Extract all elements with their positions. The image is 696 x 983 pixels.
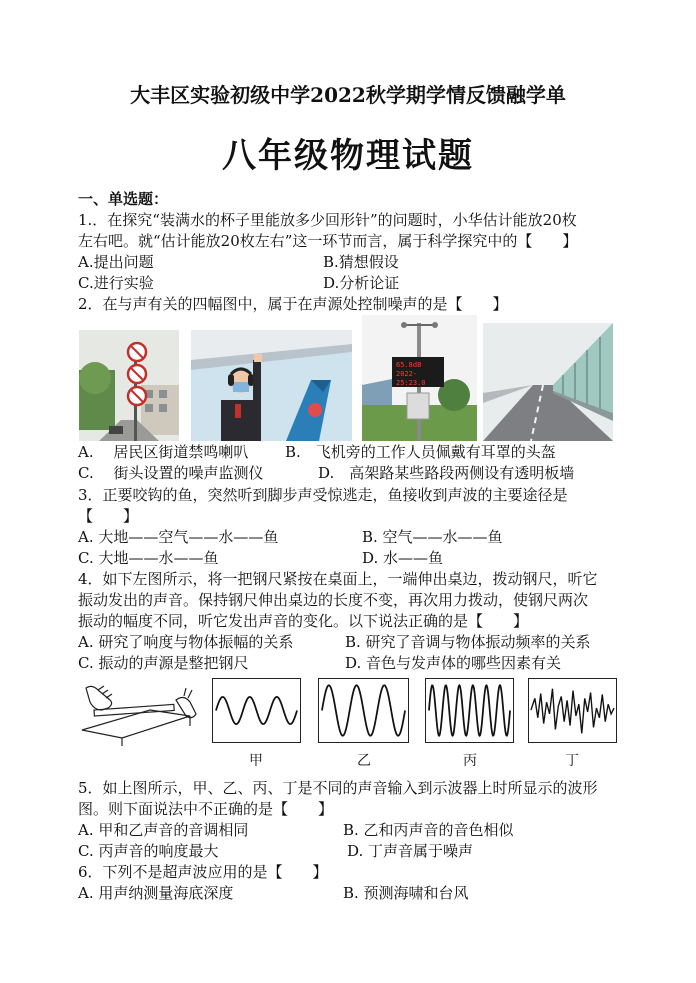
q1-option-d: D.分析论证 (323, 274, 400, 292)
wave-label-jia: 甲 (249, 753, 263, 769)
q4-option-d: D. 音色与发声体的哪些因素有关 (345, 654, 562, 672)
photo-noise-monitor (362, 315, 477, 441)
q6-option-b: B. 预测海啸和台风 (343, 884, 469, 902)
q4-option-a: A. 研究了响度与物体振幅的关系 (78, 633, 294, 651)
q6-line1: 6．下列不是超声波应用的是【 】 (78, 863, 328, 881)
photo-no-honk-street (79, 330, 179, 441)
q2-option-d: D. 高架路某些路段两侧设有透明板墙 (318, 464, 575, 482)
waveform-bing (425, 678, 514, 743)
wave-label-bing: 丙 (463, 753, 477, 769)
q4-line3: 振动的幅度不同，听它发出声音的变化。以下说法正确的是【 】 (78, 612, 529, 630)
wave-label-yi: 乙 (357, 753, 371, 769)
q3-option-b: B. 空气——水——鱼 (362, 528, 503, 546)
school-header: 大丰区实验初级中学2022秋学期学情反馈融学单 (130, 83, 566, 107)
page-title: 八年级物理试题 (222, 136, 474, 176)
q3-line1: 3．正要咬钩的鱼，突然听到脚步声受惊逃走，鱼接收到声波的主要途径是 (78, 486, 568, 504)
q2-option-a: A. 居民区街道禁鸣喇叭 (78, 443, 249, 461)
waveform-yi (318, 678, 409, 743)
q6-option-a: A. 用声纳测量海底深度 (78, 884, 234, 902)
monitor-reading-2: 2022- (396, 370, 418, 378)
q1-line2: 左右吧。就“估计能放20枚左右”这一环节而言，属于科学探究中的【 】 (78, 232, 578, 250)
monitor-reading-3: 25:23.0 (396, 379, 426, 387)
q1-option-a: A.提出问题 (78, 253, 154, 271)
q4-line1: 4．如下左图所示，将一把钢尺紧按在桌面上，一端伸出桌边，拨动钢尺，听它 (78, 570, 598, 588)
section-label: 一、单选题： (78, 190, 169, 208)
q3-option-a: A. 大地——空气——水——鱼 (78, 528, 279, 546)
photo-sound-barrier (483, 323, 613, 441)
q5-line1: 5．如上图所示，甲、乙、丙、丁是不同的声音输入到示波器上时所显示的波形 (78, 779, 598, 797)
wave-label-ding: 丁 (565, 753, 579, 769)
q5-option-d: D. 丁声音属于噪声 (347, 842, 474, 860)
q5-option-a: A. 甲和乙声音的音调相同 (78, 821, 249, 839)
q5-option-b: B. 乙和丙声音的音色相似 (343, 821, 514, 839)
q2-option-b: B. 飞机旁的工作人员佩戴有耳罩的头盔 (285, 443, 556, 461)
photo-airport-worker (191, 330, 352, 441)
q1-option-c: C.进行实验 (78, 274, 154, 292)
ruler-on-table-drawing (80, 680, 205, 748)
q2-line1: 2．在与声有关的四幅图中，属于在声源处控制噪声的是【 】 (78, 295, 508, 313)
q3-option-d: D. 水——鱼 (362, 549, 444, 567)
q5-line2: 图。则下面说法中不正确的是【 】 (78, 800, 334, 818)
q4-line2: 振动发出的声音。保持钢尺伸出桌边的长度不变，再次用力拨动，使钢尺两次 (78, 591, 589, 609)
q3-line2: 【 】 (78, 507, 139, 525)
q2-option-c: C. 街头设置的噪声监测仪 (78, 464, 264, 482)
q5-option-c: C. 丙声音的响度最大 (78, 842, 219, 860)
q4-option-c: C. 振动的声源是整把钢尺 (78, 654, 249, 672)
q3-option-c: C. 大地——水——鱼 (78, 549, 219, 567)
q4-option-b: B. 研究了音调与物体振动频率的关系 (345, 633, 591, 651)
q1-line1: 1.．在探究“装满水的杯子里能放多少回形针”的问题时，小华估计能放20枚 (78, 211, 577, 229)
waveform-jia (212, 678, 301, 743)
waveform-ding (528, 678, 617, 743)
q1-option-b: B.猜想假设 (323, 253, 399, 271)
monitor-reading-1: 65.8dB (396, 361, 422, 369)
